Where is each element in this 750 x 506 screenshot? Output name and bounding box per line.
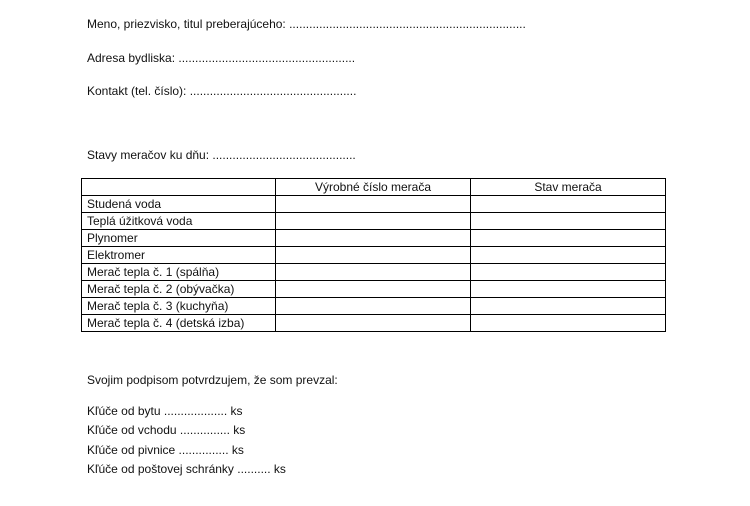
entrance-keys-field[interactable]: Kľúče od vchodu ............... ks (87, 423, 246, 437)
recipient-name-field[interactable]: Meno, priezvisko, titul preberajúceho: ....................................................................... (87, 17, 526, 31)
mailbox-keys-field[interactable]: Kľúče od poštovej schránky .......... ks (87, 462, 286, 476)
meter-name-header (82, 179, 276, 196)
serial-number-cell[interactable] (276, 230, 471, 247)
meter-reading-cell[interactable] (471, 196, 666, 213)
table-row (82, 196, 666, 213)
meter-name: Elektromer (82, 247, 276, 264)
meter-reading-cell[interactable] (471, 315, 666, 332)
apartment-keys-field[interactable]: Kľúče od bytu ................... ks (87, 404, 243, 418)
cellar-keys-field[interactable]: Kľúče od pivnice ............... ks (87, 443, 244, 457)
contact-field[interactable]: Kontakt (tel. číslo): .................................................. (87, 84, 357, 98)
table-row (82, 230, 666, 247)
table-row (82, 213, 666, 230)
meter-reading-cell[interactable] (471, 298, 666, 315)
meter-reading-cell[interactable] (471, 247, 666, 264)
serial-number-cell[interactable] (276, 213, 471, 230)
serial-number-cell[interactable] (276, 298, 471, 315)
serial-number-cell[interactable] (276, 247, 471, 264)
serial-number-cell[interactable] (276, 196, 471, 213)
serial-number-cell[interactable] (276, 264, 471, 281)
meter-name: Studená voda (82, 196, 276, 213)
meter-reading-cell[interactable] (471, 230, 666, 247)
serial-number-cell[interactable] (276, 281, 471, 298)
meter-name: Merač tepla č. 1 (spálňa) (82, 264, 276, 281)
meter-reading-cell[interactable] (471, 264, 666, 281)
meter-readings-table (81, 178, 666, 332)
table-row (82, 281, 666, 298)
meter-name: Merač tepla č. 4 (detská izba) (82, 315, 276, 332)
table-row (82, 264, 666, 281)
confirmation-statement: Svojim podpisom potvrdzujem, že som prevzal: (87, 373, 338, 387)
table-row (82, 298, 666, 315)
meter-name: Teplá úžitková voda (82, 213, 276, 230)
meter-name: Merač tepla č. 3 (kuchyňa) (82, 298, 276, 315)
serial-number-cell[interactable] (276, 315, 471, 332)
table-row (82, 315, 666, 332)
address-field[interactable]: Adresa bydliska: ..................................................... (87, 51, 356, 65)
serial-number-header: Výrobné číslo merača (276, 179, 471, 196)
meter-date-field[interactable]: Stavy meračov ku dňu: ........................................... (87, 148, 356, 162)
table-row (82, 247, 666, 264)
meter-reading-cell[interactable] (471, 213, 666, 230)
meter-reading-cell[interactable] (471, 281, 666, 298)
meter-reading-header: Stav merača (471, 179, 666, 196)
meter-name: Plynomer (82, 230, 276, 247)
meter-name: Merač tepla č. 2 (obývačka) (82, 281, 276, 298)
table-header-row (82, 179, 666, 196)
